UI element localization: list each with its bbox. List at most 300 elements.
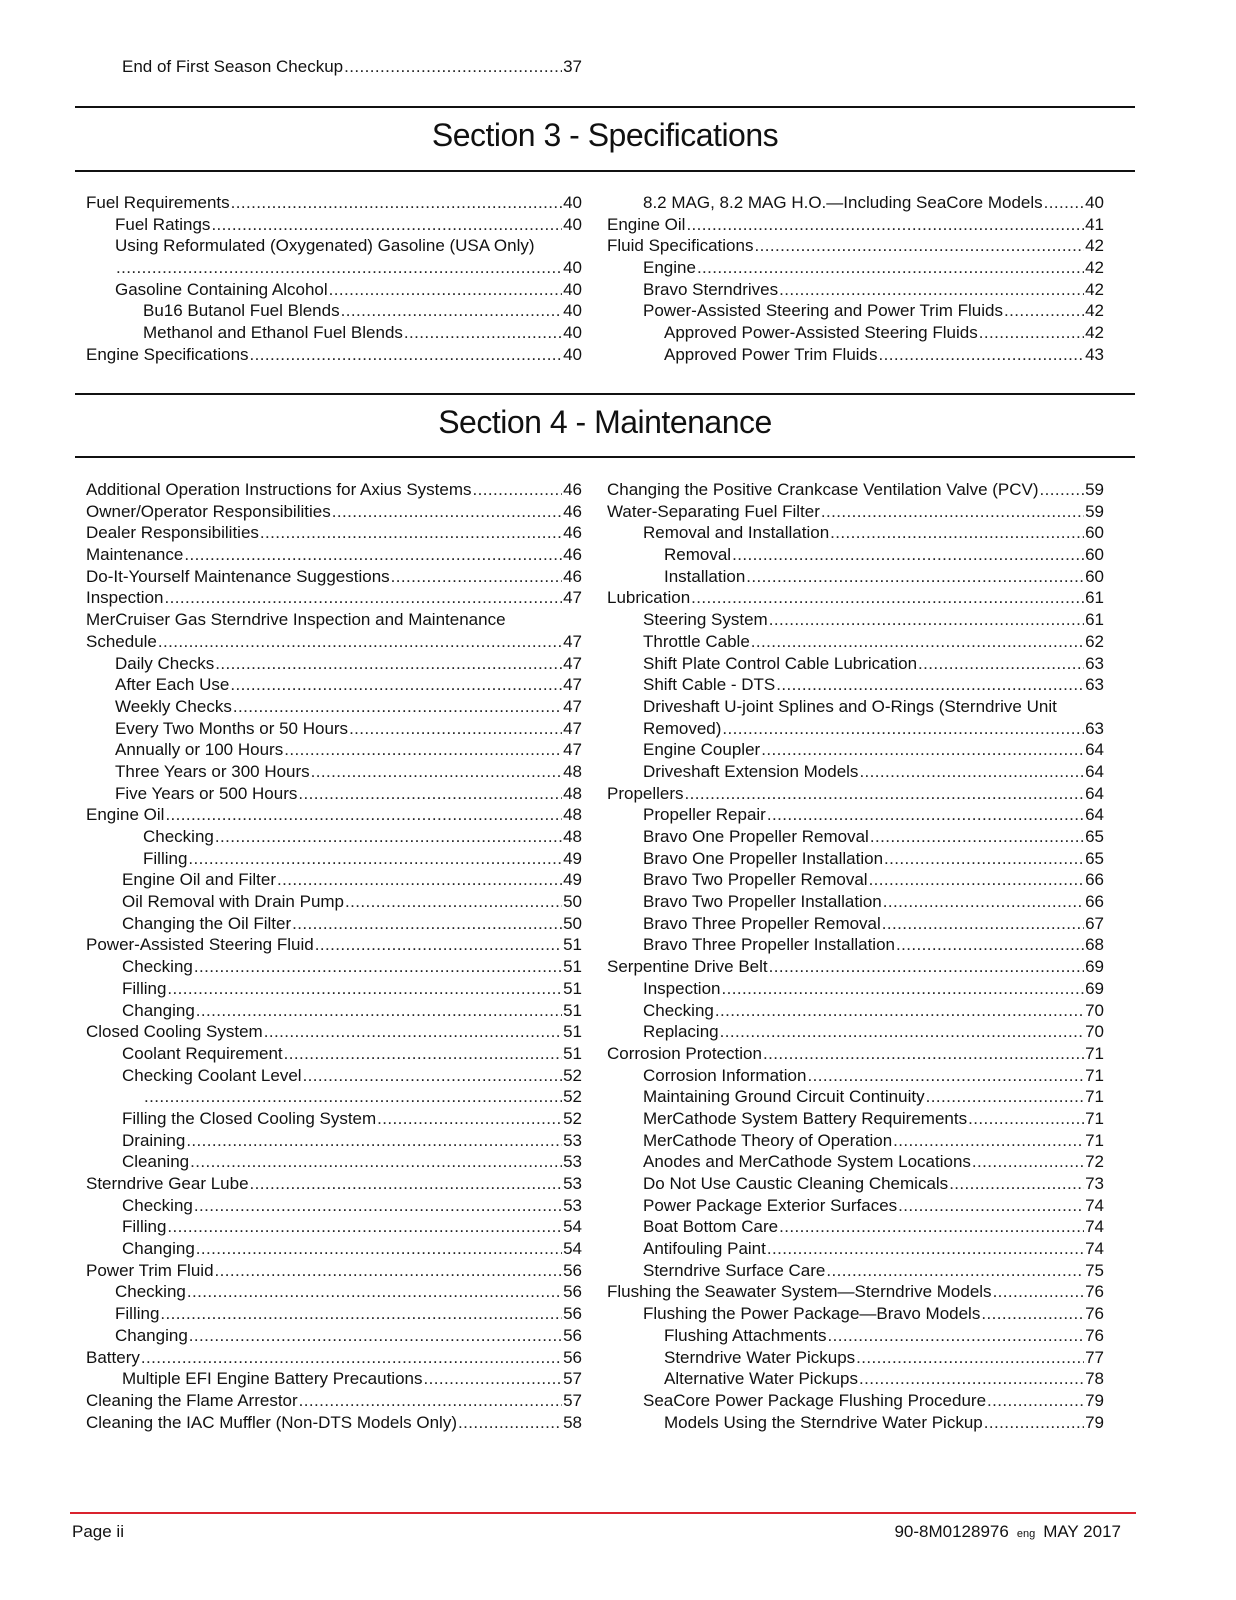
toc-entry-title: Bu16 Butanol Fuel Blends xyxy=(143,301,340,321)
toc-entry-page: 65 xyxy=(1085,848,1104,868)
toc-leader-dots xyxy=(233,696,562,718)
toc-entry[interactable] xyxy=(86,1173,582,1195)
toc-leader-dots xyxy=(884,848,1084,870)
toc-leader-dots xyxy=(779,279,1084,301)
toc-entry-title: Propellers xyxy=(607,783,684,803)
toc-leader-dots xyxy=(926,1086,1084,1108)
toc-leader-dots xyxy=(116,257,562,279)
toc-entry-page: 60 xyxy=(1085,523,1104,543)
toc-entry[interactable] xyxy=(607,631,1104,653)
toc-entry[interactable] xyxy=(86,653,582,675)
toc-entry-title: Closed Cooling System xyxy=(86,1022,263,1042)
toc-entry[interactable] xyxy=(86,279,582,301)
toc-entry-title: Annually or 100 Hours xyxy=(115,740,284,760)
toc-entry[interactable] xyxy=(607,479,1104,501)
toc-entry[interactable] xyxy=(86,869,582,891)
toc-entry[interactable] xyxy=(607,718,1104,740)
toc-entry-title: MerCruiser Gas Sterndrive Inspection and Maintenance xyxy=(86,610,506,630)
toc-leader-dots xyxy=(423,1368,562,1390)
toc-entry[interactable] xyxy=(86,1216,582,1238)
section-rule xyxy=(75,393,1135,395)
toc-entry[interactable] xyxy=(86,300,582,322)
toc-entry-title: Corrosion Protection xyxy=(607,1043,762,1063)
toc-entry[interactable] xyxy=(607,1281,1104,1303)
toc-leader-dots xyxy=(685,783,1085,805)
toc-entry-page: 52 xyxy=(563,1087,582,1107)
toc-entry[interactable] xyxy=(86,566,582,588)
toc-entry-title: Changing xyxy=(122,1239,195,1259)
toc-leader-dots xyxy=(859,761,1084,783)
toc-entry[interactable] xyxy=(86,1412,582,1434)
toc-entry-page: 42 xyxy=(1085,301,1104,321)
toc-entry-page: 65 xyxy=(1085,827,1104,846)
toc-entry-page: 52 xyxy=(563,1065,582,1085)
toc-entry[interactable] xyxy=(86,1130,582,1152)
toc-entry[interactable] xyxy=(607,739,1104,761)
toc-entry-page: 53 xyxy=(563,1130,582,1150)
toc-entry-page: 54 xyxy=(563,1217,582,1237)
toc-entry[interactable] xyxy=(86,978,582,1000)
toc-leader-dots xyxy=(186,1130,562,1152)
toc-entry-page: 67 xyxy=(1085,913,1104,933)
toc-entry[interactable] xyxy=(86,1043,582,1065)
toc-entry-page: 49 xyxy=(563,870,582,890)
toc-entry[interactable] xyxy=(86,1390,582,1412)
footer-date: MAY 2017 xyxy=(1043,1522,1121,1541)
toc-entry-title: MerCathode System Battery Requirements xyxy=(643,1108,968,1128)
toc-entry-page: 76 xyxy=(1085,1304,1104,1324)
toc-entry[interactable] xyxy=(86,1347,582,1369)
toc-entry-title: Cleaning the Flame Arrestor xyxy=(86,1390,298,1410)
toc-entry-title: Changing the Oil Filter xyxy=(122,913,292,933)
toc-entry-page: 74 xyxy=(1085,1217,1104,1237)
toc-leader-dots xyxy=(341,300,562,322)
toc-entry-title: Antifouling Paint xyxy=(643,1239,766,1259)
toc-leader-dots xyxy=(898,1195,1084,1217)
toc-entry[interactable] xyxy=(607,1238,1104,1260)
toc-leader-dots xyxy=(215,653,562,675)
toc-entry-page: 74 xyxy=(1085,1195,1104,1215)
toc-entry-page: 56 xyxy=(563,1304,582,1324)
toc-leader-dots xyxy=(981,1303,1084,1325)
toc-entry[interactable] xyxy=(607,978,1104,1000)
toc-leader-dots xyxy=(807,1065,1084,1087)
toc-entry-title: Power-Assisted Steering and Power Trim Fluids xyxy=(643,301,1003,321)
toc-entry-page: 47 xyxy=(563,675,582,695)
toc-entry[interactable] xyxy=(607,1065,1104,1087)
toc-entry-page: 41 xyxy=(1085,214,1104,234)
toc-leader-dots xyxy=(165,804,562,826)
toc-leader-dots xyxy=(189,1325,562,1347)
toc-entry-title: Engine Oil and Filter xyxy=(122,870,277,890)
footer-rule xyxy=(70,1512,1136,1514)
toc-leader-dots xyxy=(720,1021,1084,1043)
toc-entry-page: 47 xyxy=(563,740,582,760)
toc-entry[interactable] xyxy=(607,783,1104,805)
toc-entry-title: Lubrication xyxy=(607,588,691,608)
toc-entry-title: Filling xyxy=(122,1217,167,1237)
toc-entry[interactable] xyxy=(86,1195,582,1217)
toc-entry-page: 75 xyxy=(1085,1260,1104,1280)
toc-entry-title: Checking xyxy=(122,1195,193,1215)
toc-entry-title: 8.2 MAG, 8.2 MAG H.O.—Including SeaCore Models xyxy=(643,193,1043,212)
toc-entry-page: 59 xyxy=(1085,501,1104,521)
toc-entry-title: Shift Plate Control Cable Lubrication xyxy=(643,653,918,673)
toc-leader-dots xyxy=(732,544,1084,566)
toc-entry-title: Checking Coolant Level xyxy=(122,1065,302,1085)
toc-entry[interactable] xyxy=(86,1281,582,1303)
toc-entry-title: Throttle Cable xyxy=(643,631,750,651)
toc-entry[interactable] xyxy=(86,544,582,566)
toc-entry[interactable] xyxy=(607,501,1104,523)
toc-entry[interactable] xyxy=(607,1368,1104,1390)
toc-leader-dots xyxy=(715,1000,1084,1022)
toc-entry-title: SeaCore Power Package Flushing Procedure xyxy=(643,1390,987,1410)
toc-leader-dots xyxy=(311,761,562,783)
toc-entry-page: 53 xyxy=(563,1195,582,1215)
toc-entry-title: Boat Bottom Care xyxy=(643,1217,779,1237)
toc-entry[interactable] xyxy=(607,587,1104,609)
toc-entry[interactable] xyxy=(607,1130,1104,1152)
toc-leader-dots xyxy=(859,1368,1084,1390)
toc-leader-dots xyxy=(869,869,1085,891)
toc-leader-dots xyxy=(1040,479,1085,501)
toc-leader-dots xyxy=(391,566,562,588)
toc-entry[interactable] xyxy=(86,826,582,848)
toc-entry[interactable] xyxy=(607,1325,1104,1347)
toc-entry[interactable] xyxy=(86,587,582,609)
toc-leader-dots xyxy=(821,501,1084,523)
toc-entry-title: Multiple EFI Engine Battery Precautions xyxy=(122,1369,423,1389)
toc-entry[interactable] xyxy=(86,192,582,214)
toc-entry-page: 78 xyxy=(1085,1369,1104,1389)
toc-leader-dots xyxy=(830,522,1084,544)
toc-entry[interactable] xyxy=(607,1021,1104,1043)
toc-entry[interactable] xyxy=(607,1260,1104,1282)
toc-entry[interactable] xyxy=(607,804,1104,826)
toc-entry[interactable] xyxy=(86,1325,582,1347)
toc-entry-title: Fuel Ratings xyxy=(115,214,211,234)
toc-entry-page: 51 xyxy=(563,935,582,955)
toc-entry[interactable] xyxy=(86,913,582,935)
toc-entry-page: 53 xyxy=(563,1174,582,1193)
toc-entry[interactable] xyxy=(607,826,1104,848)
toc-entry[interactable] xyxy=(607,214,1104,236)
toc-entry-title: Driveshaft Extension Models xyxy=(643,761,859,781)
toc-leader-dots xyxy=(315,934,562,956)
toc-entry-title: Power Package Exterior Surfaces xyxy=(643,1195,898,1215)
toc-leader-dots xyxy=(231,192,562,214)
toc-entry-page: 71 xyxy=(1085,1065,1104,1085)
toc-entry[interactable] xyxy=(86,761,582,783)
toc-leader-dots xyxy=(769,956,1084,978)
toc-entry-title: Five Years or 500 Hours xyxy=(115,783,298,803)
toc-entry-title: Shift Cable - DTS xyxy=(643,675,776,695)
toc-entry-page: 66 xyxy=(1085,892,1104,912)
toc-entry-title: Changing xyxy=(115,1325,188,1345)
toc-entry[interactable] xyxy=(607,653,1104,675)
toc-entry-title: Do Not Use Caustic Cleaning Chemicals xyxy=(643,1174,949,1193)
toc-entry[interactable] xyxy=(607,1390,1104,1412)
toc-entry-page: 61 xyxy=(1085,610,1104,630)
toc-leader-dots xyxy=(345,891,562,913)
toc-entry[interactable] xyxy=(86,783,582,805)
toc-entry-title: Changing xyxy=(122,1000,195,1020)
toc-entry-title: Engine xyxy=(643,258,696,278)
toc-column-left xyxy=(86,192,582,366)
toc-entry-page: 47 xyxy=(563,631,582,651)
toc-entry-page: 50 xyxy=(563,913,582,933)
toc-entry-page: 40 xyxy=(563,214,582,234)
toc-entry-page: 51 xyxy=(563,1000,582,1020)
toc-entry-page: 72 xyxy=(1085,1152,1104,1172)
toc-entry[interactable] xyxy=(607,913,1104,935)
toc-entry[interactable] xyxy=(86,479,582,501)
toc-entry[interactable] xyxy=(607,1151,1104,1173)
toc-entry-page: 47 xyxy=(563,653,582,673)
section-title: Section 3 - Specifications xyxy=(431,117,779,153)
toc-entry-page: 40 xyxy=(563,258,582,278)
toc-entry[interactable] xyxy=(86,739,582,761)
toc-leader-dots xyxy=(284,1043,562,1065)
toc-leader-dots xyxy=(144,1086,562,1108)
toc-entry[interactable] xyxy=(86,501,582,523)
toc-entry[interactable] xyxy=(607,696,1104,718)
toc-entry[interactable] xyxy=(607,300,1104,322)
toc-entry[interactable] xyxy=(607,344,1104,366)
toc-entry[interactable] xyxy=(86,1151,582,1173)
toc-entry[interactable] xyxy=(607,279,1104,301)
toc-entry[interactable] xyxy=(86,956,582,978)
toc-entry[interactable] xyxy=(607,1108,1104,1130)
toc-entry[interactable] xyxy=(86,1368,582,1390)
section-rule xyxy=(75,106,1135,108)
toc-entry[interactable] xyxy=(607,1173,1104,1195)
toc-entry-title: Every Two Months or 50 Hours xyxy=(115,718,349,738)
toc-entry[interactable] xyxy=(607,1347,1104,1369)
toc-entry[interactable] xyxy=(607,322,1104,344)
toc-leader-dots xyxy=(776,674,1084,696)
toc-leader-dots xyxy=(754,235,1084,257)
toc-entry-page: 68 xyxy=(1085,935,1104,955)
toc-entry[interactable] xyxy=(607,891,1104,913)
toc-entry-title: Gasoline Containing Alcohol xyxy=(115,279,328,299)
toc-entry[interactable] xyxy=(607,544,1104,566)
toc-leader-dots xyxy=(303,1065,563,1087)
toc-entry-title: After Each Use xyxy=(115,675,230,695)
toc-entry-title: Bravo Three Propeller Installation xyxy=(643,935,895,955)
toc-entry-page: 47 xyxy=(563,718,582,738)
toc-entry-page: 48 xyxy=(563,827,582,846)
toc-entry-title: Power-Assisted Steering Fluid xyxy=(86,935,314,955)
toc-entry-page: 56 xyxy=(563,1260,582,1280)
toc-entry[interactable] xyxy=(607,1303,1104,1325)
toc-entry[interactable] xyxy=(607,869,1104,891)
toc-entry-page: 42 xyxy=(1085,258,1104,278)
toc-entry[interactable] xyxy=(86,1021,582,1043)
toc-entry[interactable] xyxy=(607,848,1104,870)
toc-entry-title: Checking xyxy=(122,957,193,977)
toc-entry-page: 40 xyxy=(563,344,582,364)
toc-entry-title: Fluid Specifications xyxy=(607,236,754,256)
toc-entry-title: Weekly Checks xyxy=(115,696,232,716)
toc-entry-page: 46 xyxy=(563,523,582,543)
toc-entry[interactable] xyxy=(607,674,1104,696)
toc-entry[interactable] xyxy=(86,891,582,913)
toc-entry[interactable] xyxy=(86,609,582,631)
toc-entry-page: 64 xyxy=(1085,805,1104,825)
toc-entry[interactable] xyxy=(86,1108,582,1130)
toc-entry-title: Schedule xyxy=(86,631,157,651)
toc-entry[interactable] xyxy=(86,1065,582,1087)
toc-entry-page: 76 xyxy=(1085,1325,1104,1345)
toc-entry-page: 69 xyxy=(1085,978,1104,998)
toc-leader-dots xyxy=(141,1347,562,1369)
toc-entry-title: Corrosion Information xyxy=(643,1065,807,1085)
toc-leader-dots xyxy=(972,1151,1084,1173)
toc-entry[interactable] xyxy=(607,235,1104,257)
toc-entry-title: Approved Power Trim Fluids xyxy=(664,344,878,364)
toc-leader-dots xyxy=(686,214,1084,236)
toc-entry-page: 40 xyxy=(563,301,582,321)
toc-entry[interactable] xyxy=(86,848,582,870)
toc-leader-dots xyxy=(230,674,562,696)
toc-entry[interactable] xyxy=(86,322,582,344)
toc-entry[interactable] xyxy=(607,1000,1104,1022)
toc-leader-dots xyxy=(299,1390,562,1412)
toc-entry[interactable] xyxy=(86,1238,582,1260)
footer-page-number: Page ii xyxy=(72,1522,124,1541)
toc-entry-page: 71 xyxy=(1085,1087,1104,1107)
toc-entry-title: Flushing the Seawater System—Sterndrive Models xyxy=(607,1282,992,1302)
section-title: Section 4 - Maintenance xyxy=(438,404,772,440)
toc-entry-page: 57 xyxy=(563,1369,582,1389)
toc-entry-page: 46 xyxy=(563,566,582,586)
toc-leader-dots xyxy=(722,978,1085,1000)
toc-entry[interactable] xyxy=(86,214,582,236)
toc-leader-dots xyxy=(826,1260,1084,1282)
toc-entry-title: Flushing Attachments xyxy=(664,1325,827,1345)
toc-entry-page: 46 xyxy=(563,501,582,521)
toc-entry-page: 69 xyxy=(1085,957,1104,977)
toc-entry-page: 56 xyxy=(563,1282,582,1302)
toc-leader-dots xyxy=(856,1347,1084,1369)
toc-entry[interactable] xyxy=(86,522,582,544)
toc-entry[interactable] xyxy=(86,1260,582,1282)
footer-doc-info xyxy=(894,1522,1121,1542)
toc-entry[interactable] xyxy=(86,696,582,718)
toc-leader-dots xyxy=(211,214,562,236)
toc-entry[interactable] xyxy=(86,934,582,956)
toc-entry-page: 71 xyxy=(1085,1043,1104,1063)
toc-leader-dots xyxy=(215,826,562,848)
toc-entry[interactable] xyxy=(86,1086,582,1108)
toc-entry[interactable] xyxy=(607,1412,1104,1434)
toc-entry-title: Coolant Requirement xyxy=(122,1043,283,1063)
toc-entry[interactable] xyxy=(607,956,1104,978)
toc-entry[interactable] xyxy=(86,344,582,366)
toc-leader-dots xyxy=(949,1173,1084,1195)
footer-doc-number: 90-8M0128976 xyxy=(894,1522,1009,1541)
toc-entry[interactable] xyxy=(86,674,582,696)
toc-entry-title: Maintaining Ground Circuit Continuity xyxy=(643,1087,925,1107)
toc-leader-dots xyxy=(165,587,563,609)
toc-entry[interactable] xyxy=(86,1000,582,1022)
toc-leader-dots xyxy=(264,1021,562,1043)
toc-entry-title: Draining xyxy=(122,1130,186,1150)
toc-entry-page: 40 xyxy=(1085,193,1104,212)
toc-leader-dots xyxy=(769,609,1084,631)
toc-entry[interactable] xyxy=(607,1195,1104,1217)
toc-entry[interactable] xyxy=(607,522,1104,544)
toc-entry-title: Bravo Three Propeller Removal xyxy=(643,913,881,933)
toc-entry[interactable] xyxy=(86,631,582,653)
toc-entry-title: Models Using the Sterndrive Water Pickup xyxy=(664,1412,983,1432)
toc-entry[interactable] xyxy=(607,1216,1104,1238)
toc-entry[interactable] xyxy=(86,257,582,279)
toc-entry-title: Approved Power-Assisted Steering Fluids xyxy=(664,323,978,343)
toc-entry-title: Engine Oil xyxy=(86,805,165,825)
toc-entry[interactable] xyxy=(86,1303,582,1325)
toc-entry-title: Cleaning xyxy=(122,1152,190,1172)
toc-entry-page: 63 xyxy=(1085,675,1104,695)
toc-entry[interactable] xyxy=(86,718,582,740)
toc-entry-page: 57 xyxy=(563,1390,582,1410)
toc-leader-dots xyxy=(167,978,562,1000)
toc-entry[interactable] xyxy=(607,761,1104,783)
toc-entry-title: Dealer Responsibilities xyxy=(86,523,259,543)
toc-entry[interactable] xyxy=(607,1086,1104,1108)
toc-leader-dots xyxy=(722,718,1084,740)
toc-leader-dots xyxy=(984,1412,1084,1434)
toc-entry-page: 71 xyxy=(1085,1108,1104,1128)
toc-entry-title: Changing the Positive Crankcase Ventilation Valve (PCV) xyxy=(607,480,1039,499)
toc-leader-dots xyxy=(158,631,562,653)
toc-entry-title: Battery xyxy=(86,1347,140,1367)
toc-entry-title: Removal and Installation xyxy=(643,523,830,543)
toc-entry-page: 51 xyxy=(563,957,582,977)
toc-entry[interactable]: End of First Season Checkup ..... 37 xyxy=(122,56,582,78)
toc-column-right xyxy=(607,479,1104,1433)
toc-entry-title: Alternative Water Pickups xyxy=(664,1369,858,1389)
toc-leader-dots xyxy=(746,566,1084,588)
toc-leader-dots xyxy=(404,322,562,344)
toc-entry-page: 54 xyxy=(563,1239,582,1259)
toc-entry[interactable] xyxy=(607,934,1104,956)
toc-leader-dots xyxy=(918,653,1084,675)
toc-entry[interactable] xyxy=(86,804,582,826)
toc-entry-page: 52 xyxy=(563,1108,582,1128)
toc-entry-title: Cleaning the IAC Muffler (Non-DTS Models Only) xyxy=(86,1412,457,1432)
toc-entry-page: 74 xyxy=(1085,1239,1104,1259)
toc-leader-dots xyxy=(761,739,1084,761)
toc-entry-page: 63 xyxy=(1085,718,1104,738)
toc-entry-title: Oil Removal with Drain Pump xyxy=(122,892,345,912)
toc-entry[interactable] xyxy=(607,192,1104,214)
toc-entry[interactable] xyxy=(607,566,1104,588)
toc-entry-title: Driveshaft U-joint Splines and O-Rings (Sterndrive Unit xyxy=(643,696,1057,716)
toc-entry[interactable] xyxy=(607,609,1104,631)
toc-leader-dots xyxy=(250,344,563,366)
toc-leader-dots xyxy=(196,1238,562,1260)
toc-entry-page: 59 xyxy=(1085,480,1104,499)
toc-entry[interactable] xyxy=(86,235,582,257)
toc-entry-title: Filling xyxy=(143,848,188,868)
toc-leader-dots xyxy=(697,257,1084,279)
toc-entry[interactable] xyxy=(607,257,1104,279)
toc-entry-page: 70 xyxy=(1085,1022,1104,1042)
toc-entry[interactable] xyxy=(607,1043,1104,1065)
